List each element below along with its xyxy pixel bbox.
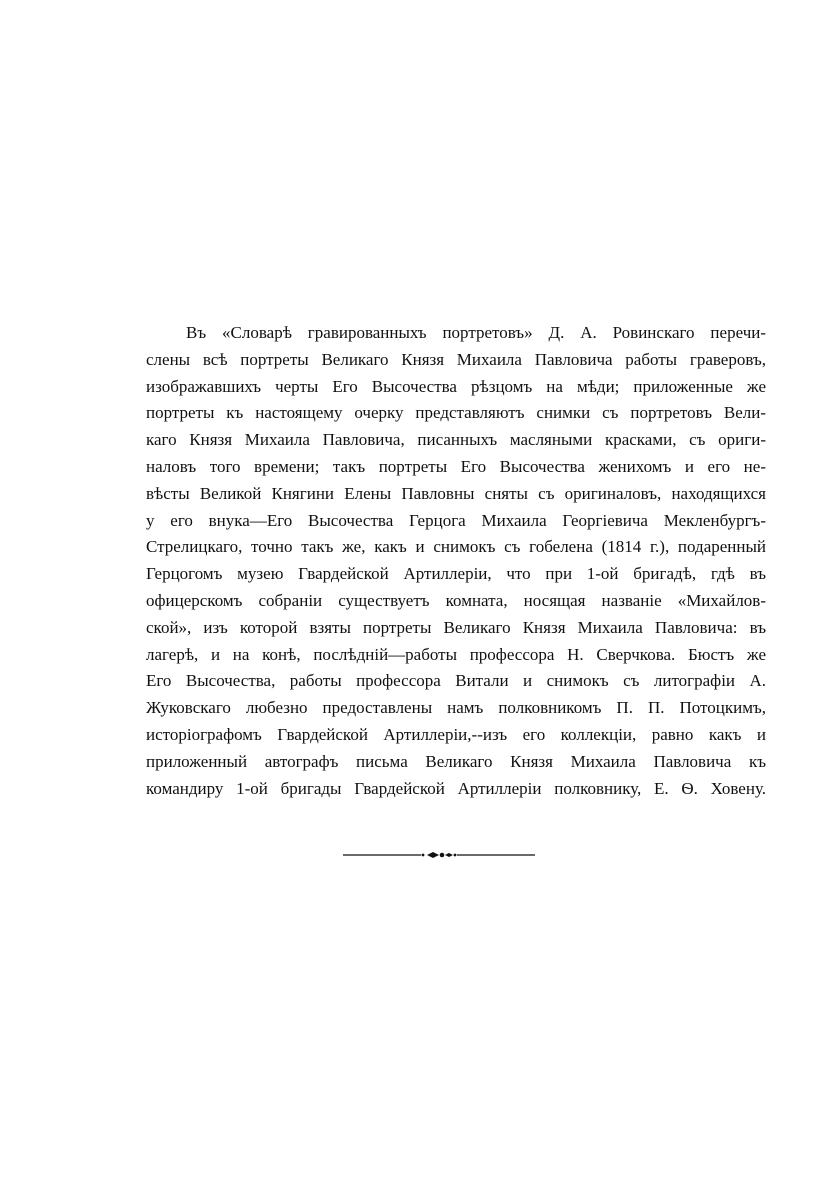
paragraph-line: ской», изъ которой взяты портреты Великаго Князя Михаила Павловича: въ <box>146 617 766 637</box>
paragraph-line: каго Князя Михаила Павловича, писанныхъ масляными красками, съ ориги- <box>146 430 766 450</box>
paragraph-line: изображавшихъ черты Его Высочества рѣзцомъ на мѣди; приложенные же <box>146 376 766 396</box>
paragraph-line: командиру 1-ой бригады Гвардейской Артиллеріи полковнику, Е. Ѳ. Ховену. <box>146 778 766 798</box>
paragraph-line: Его Высочества, работы профессора Витали и снимокъ съ литографіи А. <box>146 671 766 691</box>
paragraph-line: портреты къ настоящему очерку представляютъ снимки съ портретовъ Вели- <box>146 403 766 423</box>
paragraph-line: Герцогомъ музею Гвардейской Артиллеріи, что при 1-ой бригадѣ, гдѣ въ <box>146 564 766 584</box>
paragraph-line: приложенный автографъ письма Великаго Князя Михаила Павловича къ <box>146 751 766 771</box>
paragraph-line: вѣсты Великой Княгини Елены Павловны сняты съ оригиналовъ, находящихся <box>146 483 766 503</box>
paragraph-line: слены всѣ портреты Великаго Князя Михаила Павловича работы граверовъ, <box>146 349 766 369</box>
rule-with-center-ornament-icon <box>343 848 535 862</box>
paragraph-line: Стрелицкаго, точно такъ же, какъ и снимокъ съ гобелена (1814 г.), подаренный <box>146 537 766 557</box>
paragraph-line: лагерѣ, и на конѣ, послѣдній—работы профессора Н. Сверчкова. Бюстъ же <box>146 644 766 664</box>
paragraph-line: исторіографомъ Гвардейской Артиллеріи,--изъ его коллекціи, равно какъ и <box>146 724 766 744</box>
body-paragraph <box>146 320 766 802</box>
paragraph-line: Жуковскаго любезно предоставлены намъ полковникомъ П. П. Потоцкимъ, <box>146 698 766 718</box>
paragraph-line: офицерскомъ собраніи существуетъ комната, носящая названіе «Михайлов- <box>146 590 766 610</box>
paragraph-line: наловъ того времени; такъ портреты Его Высочества женихомъ и его не- <box>146 456 766 476</box>
paragraph-line: у его внука—Его Высочества Герцога Михаила Георгіевича Мекленбургъ- <box>146 510 766 530</box>
paragraph-line: Въ «Словарѣ гравированныхъ портретовъ» Д. А. Ровинскаго перечи- <box>186 323 766 342</box>
